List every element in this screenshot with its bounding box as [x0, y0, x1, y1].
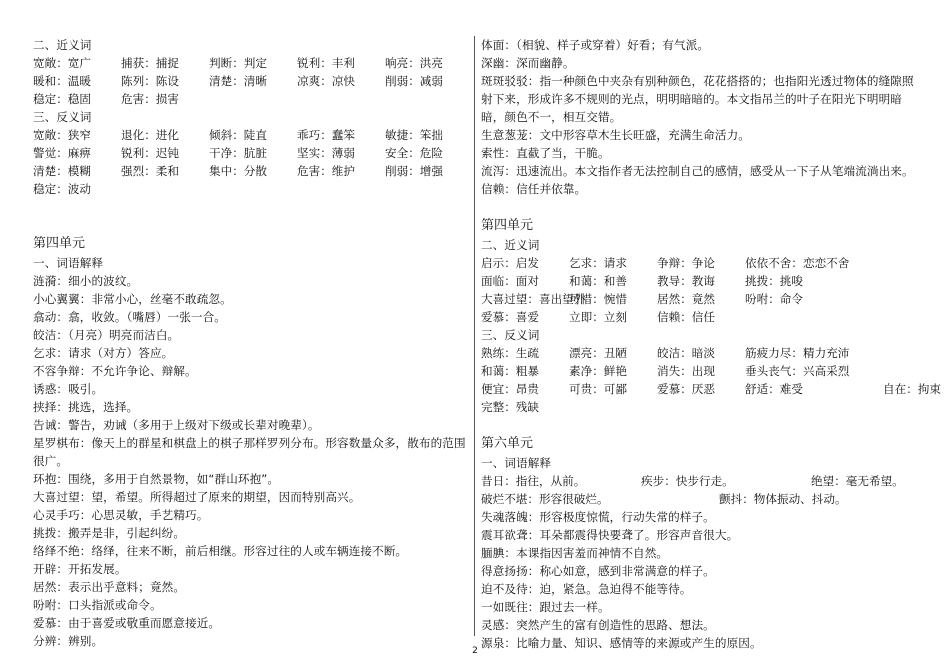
definition-entry: 爱慕：由于喜爱或敬重而愿意接近。 — [33, 616, 221, 630]
page-number: 2 — [472, 646, 478, 656]
definition-list — [481, 508, 921, 652]
word-pair: 乖巧：蠢笨 — [297, 128, 355, 142]
word-pair: 清楚：清晰 — [209, 74, 267, 88]
word-pair: 集中：分散 — [209, 164, 267, 178]
word-pair: 锐利：迟钝 — [121, 146, 179, 160]
definition-list — [33, 272, 468, 650]
column-divider — [474, 36, 475, 636]
word-pair: 爱慕：喜爱 — [481, 310, 539, 324]
word-pair: 教导：教诲 — [657, 274, 715, 288]
word-pair: 争辩：争论 — [657, 256, 715, 270]
unit-title: 第四单元 — [481, 218, 534, 233]
word-pair: 判断：判定 — [209, 56, 267, 70]
definition-entry: 索性：直截了当，干脆。 — [481, 146, 610, 160]
word-pair: 稳定：稳固 — [33, 92, 91, 106]
definition-entry: 皎洁：（月亮）明亮而洁白。 — [33, 328, 180, 342]
word-pair-row — [481, 290, 921, 308]
word-pair: 自在：拘束 — [883, 382, 941, 396]
definition-entry: 心灵手巧：心思灵敏，手艺精巧。 — [33, 508, 209, 522]
definition-entry: 乞求：请求（对方）答应。 — [33, 346, 174, 360]
definition-entry: 腼腆：本课指因害羞而神情不自然。 — [481, 546, 669, 560]
word-pair: 吩咐：命令 — [745, 292, 803, 306]
word-pair-row — [481, 254, 921, 272]
word-pair: 捕获：捕捉 — [121, 56, 179, 70]
word-pair-row — [481, 362, 921, 380]
definition-entry: 环抱：围绕，多用于自然景物，如“群山环抱”。 — [33, 472, 280, 486]
word-pair: 依依不舍：恋恋不舍 — [745, 256, 850, 270]
word-pair: 立即：立刻 — [569, 310, 627, 324]
word-pair-row — [481, 380, 941, 398]
definition-entry: 昔日：指往，从前。 — [481, 474, 586, 488]
word-pair: 削弱：减弱 — [385, 74, 443, 88]
definition-entry: 灵感：突然产生的富有创造性的思路、想法。 — [481, 618, 715, 632]
definition-entry: 破烂不堪：形容很破烂。 — [481, 492, 609, 506]
word-pair: 面临：面对 — [481, 274, 539, 288]
word-pair: 凉爽：凉快 — [297, 74, 355, 88]
section-heading-definitions: 一、词语解释 — [481, 456, 552, 470]
definition-entry: 得意扬扬：称心如意，感到非常满意的样子。 — [481, 564, 715, 578]
definition-entry: 深幽：深而幽静。 — [481, 56, 575, 70]
definition-entry: 不容争辩：不允许争论、辩解。 — [33, 364, 197, 378]
word-pair: 可惜：惋惜 — [569, 292, 627, 306]
word-pair: 挑拨：挑唆 — [745, 274, 803, 288]
word-pair-row — [33, 144, 468, 162]
word-pair: 强烈：柔和 — [121, 164, 179, 178]
definition-entry: 小心翼翼：非常小心，丝毫不敢疏忽。 — [33, 292, 232, 306]
word-pair: 启示：启发 — [481, 256, 539, 270]
word-pair: 熟练：生疏 — [481, 346, 539, 360]
word-pair: 可贵：可鄙 — [569, 382, 627, 396]
word-pair: 稳定：波动 — [33, 182, 91, 196]
definition-row — [481, 490, 921, 508]
antonym-table — [481, 344, 941, 416]
word-pair: 警觉：麻痹 — [33, 146, 91, 160]
word-pair: 安全：危险 — [385, 146, 443, 160]
word-pair-row — [33, 126, 468, 144]
word-pair: 敏捷：笨拙 — [385, 128, 443, 142]
word-pair: 危害：损害 — [121, 92, 179, 106]
word-pair: 信赖：信任 — [657, 310, 715, 324]
definition-entry: 失魂落魄：形容极度惊慌，行动失常的样子。 — [481, 510, 715, 524]
word-pair: 居然：竟然 — [657, 292, 715, 306]
word-pair: 陈列：陈设 — [121, 74, 179, 88]
definition-entry: 挑拨：搬弄是非，引起纠纷。 — [33, 526, 186, 540]
section-heading-synonyms: 二、近义词 — [33, 38, 92, 52]
section-heading-synonyms: 二、近义词 — [481, 238, 540, 252]
word-pair-row — [33, 90, 468, 108]
word-pair: 垂头丧气：兴高采烈 — [745, 364, 850, 378]
section-heading-antonyms: 三、反义词 — [33, 110, 92, 124]
definition-entry: 居然：表示出乎意料；竟然。 — [33, 580, 186, 594]
definition-entry: 大喜过望：望，希望。所得超过了原来的期望，因而特别高兴。 — [33, 490, 361, 504]
word-pair: 宽敞：宽广 — [33, 56, 91, 70]
definition-entry: 络绎不绝：络绎，往来不断，前后相继。形容过往的人或车辆连接不断。 — [33, 544, 408, 558]
section-heading-antonyms: 三、反义词 — [481, 328, 540, 342]
unit-title: 第六单元 — [481, 436, 534, 451]
word-pair: 响亮：洪亮 — [385, 56, 443, 70]
word-pair-row — [33, 72, 468, 90]
word-pair: 舒适：难受 — [745, 382, 803, 396]
word-pair: 危害：维护 — [297, 164, 355, 178]
definition-entry: 体面：（相貌、样子或穿着）好看；有气派。 — [481, 38, 710, 52]
definition-entry: 挟择：挑选，选择。 — [33, 400, 139, 414]
definition-list — [481, 36, 921, 198]
word-pair: 便宜：昂贵 — [481, 382, 539, 396]
definition-entry: 震耳欲聋：耳朵都震得快要聋了。形容声音很大。 — [481, 528, 739, 542]
word-pair: 坚实：薄弱 — [297, 146, 355, 160]
word-pair: 退化：进化 — [121, 128, 179, 142]
definition-entry: 流泻：迅速流出。本文指作者无法控制自己的感情，感受从一下子从笔端流淌出来。 — [481, 164, 914, 178]
definition-entry: 一如既往：跟过去一样。 — [481, 600, 610, 614]
definition-entry: 颤抖：物体振动、抖动。 — [719, 492, 847, 506]
definition-entry: 吩咐：口头指派或命令。 — [33, 598, 162, 612]
antonym-table — [33, 126, 468, 198]
definition-entry: 生意葱茏：文中形容草木生长旺盛，充满生命活力。 — [481, 128, 750, 142]
word-pair: 消失：出现 — [657, 364, 715, 378]
definition-entry: 涟漪：细小的波纹。 — [33, 274, 139, 288]
word-pair: 削弱：增强 — [385, 164, 443, 178]
definition-entry: 翕动：翕，收敛。（嘴唇）一张一合。 — [33, 310, 226, 324]
word-pair: 漂亮：丑陋 — [569, 346, 627, 360]
word-pair-row — [481, 308, 921, 326]
unit-title: 第四单元 — [33, 236, 86, 251]
word-pair: 清楚：模糊 — [33, 164, 91, 178]
definition-entry: 分辨：辨别。 — [33, 634, 104, 648]
definition-entry: 告诫：警告，劝诫（多用于上级对下级或长辈对晚辈）。 — [33, 418, 320, 432]
word-pair: 大喜过望：喜出望外 — [481, 292, 586, 306]
word-pair: 皎洁：暗淡 — [657, 346, 715, 360]
word-pair-row — [481, 344, 921, 362]
definition-entry: 诱惑：吸引。 — [33, 382, 104, 396]
definition-entry: 斑斑驳驳：指一种颜色中夹杂有别种颜色，花花搭搭的；也指阳光透过物体的缝隙照射下来，形成许多不规则的光点，明明暗暗的。本文指吊兰的叶子在阳光下明明暗暗，颜色不一，相互交错。 — [481, 74, 914, 124]
word-pair-row — [33, 162, 468, 180]
word-pair: 和蔼：粗暴 — [481, 364, 539, 378]
word-pair: 倾斜：陡直 — [209, 128, 267, 142]
word-pair: 完整：残缺 — [481, 400, 539, 414]
word-pair: 筋疲力尽：精力充沛 — [745, 346, 850, 360]
word-pair-row — [481, 272, 921, 290]
word-pair: 乞求：请求 — [569, 256, 627, 270]
word-pair-row — [33, 54, 468, 72]
word-pair: 干净：肮脏 — [209, 146, 267, 160]
word-pair-row — [481, 398, 921, 416]
word-pair: 素净：鲜艳 — [569, 364, 627, 378]
word-pair: 锐利：丰利 — [297, 56, 355, 70]
definition-entry: 开辟：开拓发展。 — [33, 562, 127, 576]
word-pair: 暖和：温暖 — [33, 74, 91, 88]
word-pair: 爱慕：厌恶 — [657, 382, 715, 396]
word-pair-row — [33, 180, 468, 198]
definition-entry: 信赖：信任并依靠。 — [481, 182, 587, 196]
synonym-table — [33, 54, 468, 108]
definition-entry: 疾步：快步行走。 — [641, 474, 734, 488]
definition-row — [481, 472, 921, 490]
word-pair: 和蔼：和善 — [569, 274, 627, 288]
definition-entry: 星罗棋布：像天上的群星和棋盘上的棋子那样罗列分布。形容数量众多，散布的范围很广。 — [33, 436, 466, 468]
word-pair: 宽敞：狭窄 — [33, 128, 91, 142]
right-column — [481, 36, 941, 652]
definition-entry: 源泉：比喻力量、知识、感情等的来源或产生的原因。 — [481, 636, 762, 650]
definition-entry: 迫不及待：迫，紧急。急迫得不能等待。 — [481, 582, 692, 596]
definition-entry: 绝望：毫无希望。 — [811, 474, 904, 488]
synonym-table — [481, 254, 921, 326]
left-column — [33, 36, 468, 650]
section-heading-definitions: 一、词语解释 — [33, 256, 104, 270]
